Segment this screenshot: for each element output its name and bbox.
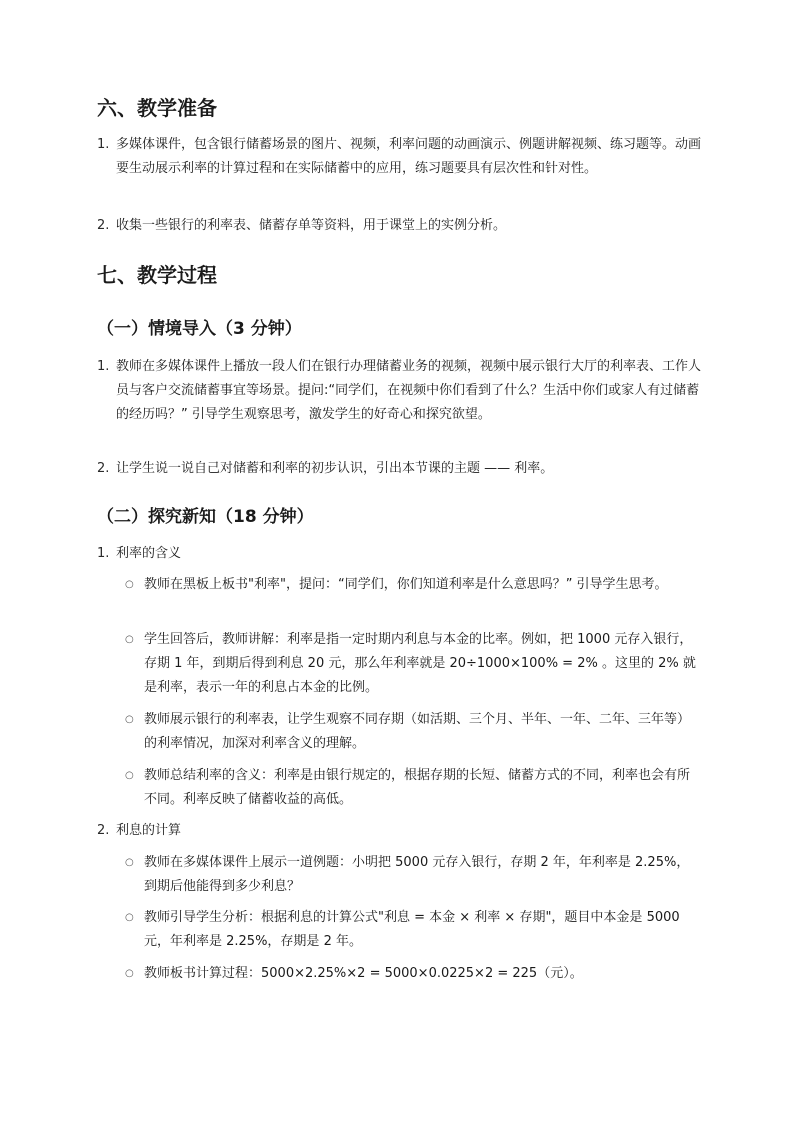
subsection-heading: （一）情境导入（3 分钟） — [97, 319, 302, 339]
list-item: 收集一些银行的利率表、储蓄存单等资料，用于课堂上的实例分析。 — [116, 218, 507, 233]
bullet-icon: ○ — [125, 714, 134, 725]
bullet-item: 教师引导学生分析：根据利息的计算公式"利息 = 本金 × 利率 × 存期"，题目中本金是 5000 元，年利率是 2.25%，存期是 2 年。 — [144, 910, 680, 949]
bullet-item: 教师在黑板上板书"利率"，提问：“同学们，你们知道利率是什么意思吗？” 引导学生思考。 — [144, 577, 668, 592]
list-item: 教师在多媒体课件上播放一段人们在银行办理储蓄业务的视频，视频中展示银行大厅的利率表、工作人员与客户交流储蓄事宜等场景。提问:“同学们，在视频中你们看到了什么？生活中你们或家人有过储蓄的经历吗？” 引导学生观察思考，激发学生的好奇心和探究欲望。 — [116, 359, 702, 422]
section-heading: 七、教学过程 — [97, 263, 217, 287]
list-item: 利息的计算 — [116, 823, 182, 838]
bullet-icon: ○ — [125, 968, 134, 979]
bullet-item: 学生回答后，教师讲解：利率是指一定时期内利息与本金的比率。例如，把 1000 元存入银行，存期 1 年，到期后得到利息 20 元，那么年利率就是 20÷1000×100% = 2% 。这里的 2% 就是利率，表示一年的利息占本金的比例。 — [144, 632, 696, 695]
list-item: 让学生说一说自己对储蓄和利率的初步认识，引出本节课的主题 —— 利率。 — [116, 461, 554, 476]
subsection-heading: （二）探究新知（18 分钟） — [97, 507, 314, 527]
bullet-icon: ○ — [125, 857, 134, 868]
bullet-icon: ○ — [125, 634, 134, 645]
bullet-icon: ○ — [125, 579, 134, 590]
list-item: 多媒体课件，包含银行储蓄场景的图片、视频，利率问题的动画演示、例题讲解视频、练习题等。动画要生动展示利率的计算过程和在实际储蓄中的应用，练习题要具有层次性和针对性。 — [116, 137, 702, 176]
bullet-item: 教师展示银行的利率表，让学生观察不同存期（如活期、三个月、半年、一年、二年、三年等）的利率情况，加深对利率含义的理解。 — [144, 712, 691, 751]
bullet-item: 教师板书计算过程：5000×2.25%×2 = 5000×0.0225×2 = 225（元）。 — [144, 966, 583, 981]
list-number: 2. — [97, 218, 110, 233]
list-number: 2. — [97, 823, 110, 838]
list-number: 1. — [97, 359, 110, 374]
bullet-item: 教师总结利率的含义：利率是由银行规定的，根据存期的长短、储蓄方式的不同，利率也会有所不同。利率反映了储蓄收益的高低。 — [144, 768, 691, 807]
list-number: 2. — [97, 461, 110, 476]
list-number: 1. — [97, 137, 110, 152]
bullet-item: 教师在多媒体课件上展示一道例题：小明把 5000 元存入银行，存期 2 年，年利率是 2.25%，到期后他能得到多少利息？ — [144, 855, 690, 894]
list-number: 1. — [97, 546, 110, 561]
bullet-icon: ○ — [125, 912, 134, 923]
section-heading: 六、教学准备 — [97, 96, 217, 120]
list-item: 利率的含义 — [116, 546, 182, 561]
bullet-icon: ○ — [125, 770, 134, 781]
